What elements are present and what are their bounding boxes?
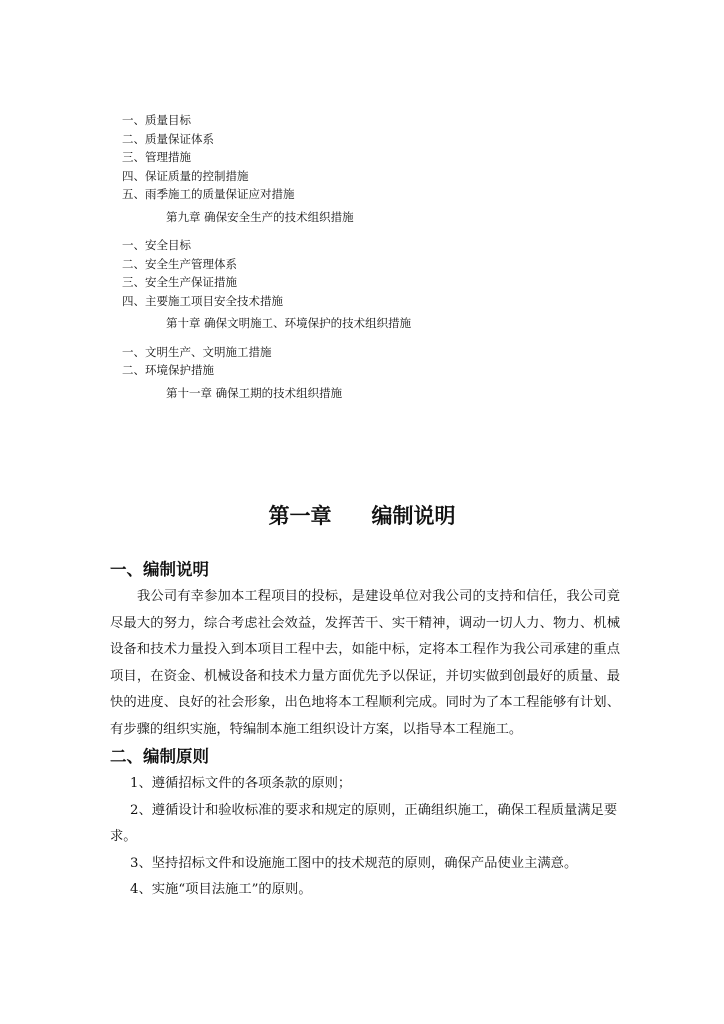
toc-item: 四、主要施工项目安全技术措施 <box>122 293 283 308</box>
toc-chapter-10: 第十章 确保文明施工、环境保护的技术组织措施 <box>166 316 412 330</box>
chapter-title <box>0 500 724 530</box>
section-heading-2: 二、编制原则 <box>110 747 209 766</box>
section-heading-1: 一、编制说明 <box>110 560 209 579</box>
principle-item: 1、遵循招标文件的各项条款的原则； <box>130 776 352 791</box>
table-of-contents <box>122 111 622 412</box>
principle-item: 2、遵循设计和验收标准的要求和规定的原则，正确组织施工，确保工程质量满足要求。 <box>110 802 618 844</box>
toc-item: 三、管理措施 <box>122 150 191 164</box>
toc-item: 一、质量目标 <box>122 113 191 127</box>
toc-item: 三、安全生产保证措施 <box>122 275 237 289</box>
toc-item: 四、保证质量的控制措施 <box>122 168 249 183</box>
toc-chapter-9: 第九章 确保安全生产的技术组织措施 <box>166 209 354 224</box>
principle-item: 4、实施“项目法施工”的原则。 <box>130 882 312 897</box>
toc-item: 一、安全目标 <box>122 238 191 252</box>
toc-item: 二、安全生产管理体系 <box>122 256 237 271</box>
toc-item: 二、环境保护措施 <box>122 363 214 377</box>
toc-item: 二、质量保证体系 <box>122 131 214 146</box>
chapter-label: 第一章 <box>268 504 332 528</box>
toc-item: 五、雨季施工的质量保证应对措施 <box>122 187 295 201</box>
section-paragraph: 我公司有幸参加本工程项目的投标，是建设单位对我公司的支持和信任，我公司竟尽最大的努力，综合考虑社会效益，发挥苦干、实干精神，调动一切人力、物力、机械设备和技术力量投入到本项目工程中去，如能中标，定将本工程作为我公司承建的重点项目，在资金、机械设备和技术力量方面优先予以保证，并切实做到创最好的质量、最快的进度、良好的社会形象，出色地将本工程顺利完成。同时为了本工程能够有计划、有步骤的组织实施，特编制本施工组织设计方案，以指导本工程施工。 <box>110 589 620 737</box>
chapter-name: 编制说明 <box>371 504 456 528</box>
chapter-body <box>110 556 620 904</box>
principle-item: 3、坚持招标文件和设施施工图中的技术规范的原则，确保产品使业主满意。 <box>130 855 578 871</box>
toc-chapter-11: 第十一章 确保工期的技术组织措施 <box>166 385 343 400</box>
toc-item: 一、文明生产、文明施工措施 <box>122 344 272 359</box>
